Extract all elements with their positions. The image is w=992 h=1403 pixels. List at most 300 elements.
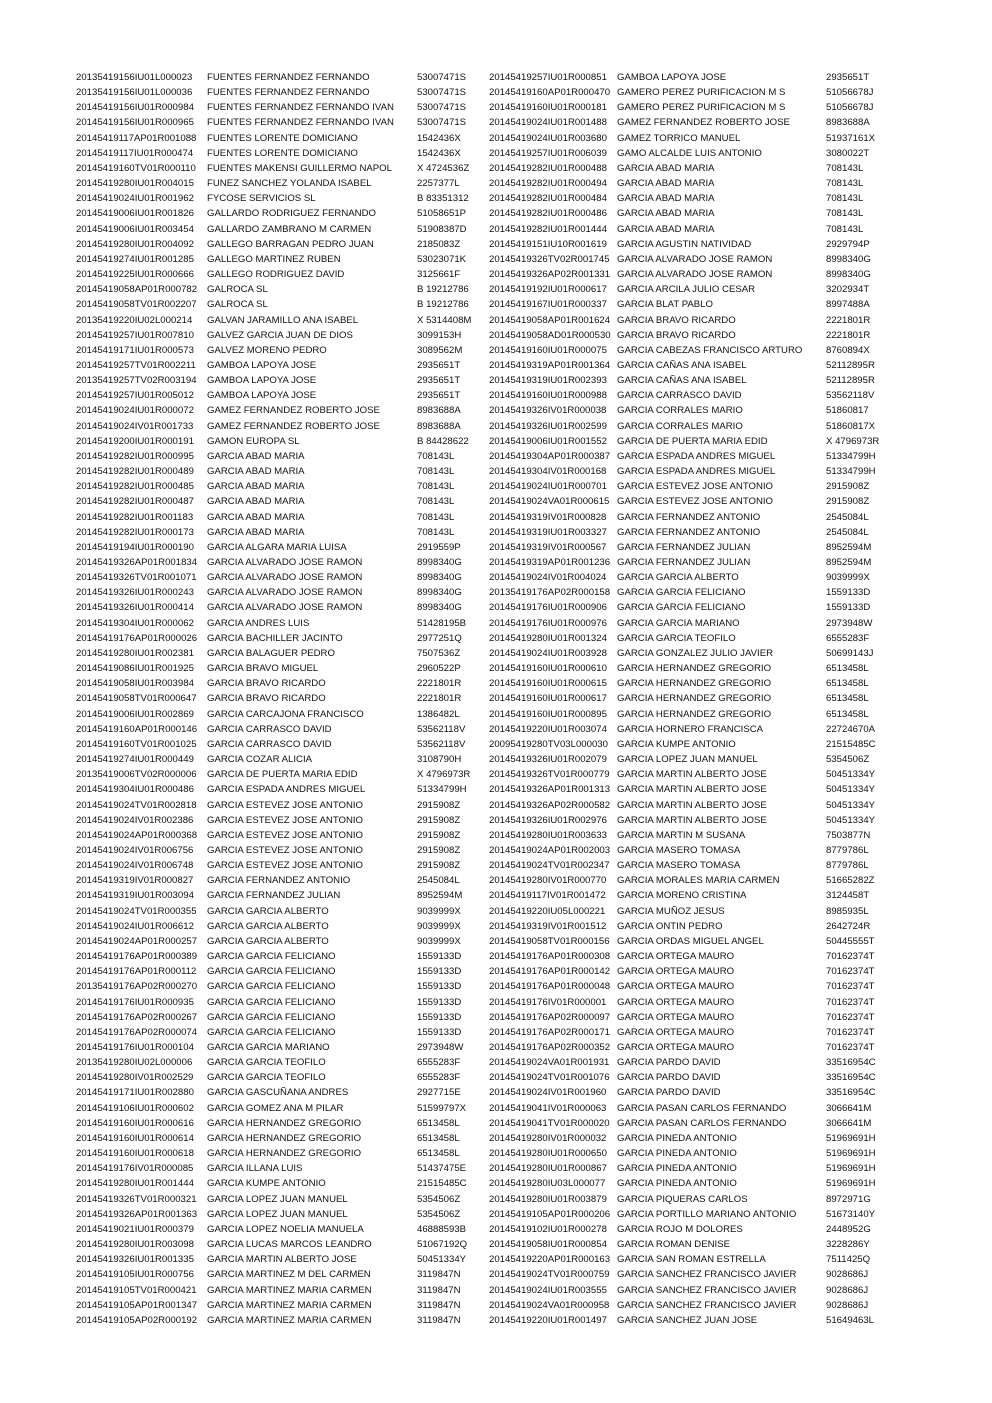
holder-name: GARCIA ESPADA ANDRES MIGUEL <box>617 466 776 478</box>
expedient-number: 20145419176AP02R000267 <box>76 1011 198 1023</box>
document-id: 9039999X <box>417 935 461 947</box>
holder-name: GARCIA MUÑOZ JESUS <box>617 905 725 917</box>
expedient-number: 20145419326IU01R000414 <box>76 602 194 614</box>
document-id: 9028686J <box>826 1299 869 1311</box>
expedient-number: 20145419326TV01R000321 <box>76 1193 197 1205</box>
expedient-number: 20145419326IU01R000243 <box>76 587 194 599</box>
document-id: 9039999X <box>417 920 461 932</box>
expedient-number: 20135419176AP02R000158 <box>489 587 611 599</box>
document-id: 70162374T <box>826 1042 875 1053</box>
document-id: 6513458L <box>417 1148 460 1160</box>
holder-name: GARCIA GARCIA ALBERTO <box>207 935 329 947</box>
expedient-number: 20145419326TV02R001745 <box>489 253 610 265</box>
expedient-number: 20145419304AP01R000387 <box>489 450 611 462</box>
expedient-number: 20145419176AP02R000097 <box>489 1011 611 1023</box>
expedient-number: 20145419176AP02R000074 <box>76 1026 198 1038</box>
expedient-number: 20145419151IU10R001619 <box>489 238 607 250</box>
expedient-number: 20145419024TV01R002347 <box>489 860 610 872</box>
document-id: 5354506Z <box>826 754 870 766</box>
expedient-number: 20145419282IU01R000486 <box>489 208 607 220</box>
holder-name: GALVEZ MORENO PEDRO <box>207 344 327 356</box>
document-id: 7503877N <box>826 829 871 841</box>
document-id: 8997488A <box>826 299 870 311</box>
document-id: 53007471S <box>417 102 467 114</box>
holder-name: FUNEZ SANCHEZ YOLANDA ISABEL <box>207 178 372 190</box>
holder-name: GARCIA KUMPE ANTONIO <box>617 738 736 750</box>
expedient-number: 20145419282IU01R000485 <box>76 481 194 493</box>
document-id: 3124458T <box>826 890 870 902</box>
expedient-number: 20145419176AP01R000048 <box>489 981 611 993</box>
document-id: 2973948W <box>417 1042 464 1053</box>
document-id: 8760894X <box>826 344 870 356</box>
document-id: 1559133D <box>417 966 462 978</box>
expedient-number: 20145419282IU01R001183 <box>76 511 194 523</box>
document-id: 53023071K <box>417 253 467 265</box>
holder-name: FUENTES FERNANDEZ FERNANDO IVAN <box>207 117 394 129</box>
document-id: 3080022T <box>826 147 870 159</box>
expedient-number: 20145419319IV01R000567 <box>489 541 607 553</box>
holder-name: GALVAN JARAMILLO ANA ISABEL <box>207 314 359 326</box>
document-id: 2545084L <box>417 875 460 887</box>
document-id: 708143L <box>826 162 864 174</box>
expedient-number: 20145419176IU01R000976 <box>489 617 607 629</box>
expedient-number: 20145419058TV01R002207 <box>76 299 197 311</box>
holder-name: GAMBOA LAPOYA JOSE <box>617 72 727 83</box>
document-id: 50451334Y <box>826 769 876 781</box>
holder-name: GARCIA BRAVO RICARDO <box>207 693 326 705</box>
document-id: 3119847N <box>417 1314 461 1326</box>
document-id: 708143L <box>826 223 864 235</box>
document-id: 6513458L <box>417 1117 460 1129</box>
document-id: B 19212786 <box>417 284 469 296</box>
document-id: 708143L <box>417 481 455 493</box>
document-id: 8972971G <box>826 1193 871 1205</box>
expedient-number: 20145419105AP02R000192 <box>76 1314 198 1326</box>
document-id: 3099153H <box>417 329 462 341</box>
holder-name: GARCIA BACHILLER JACINTO <box>207 632 343 644</box>
document-id: 2221801R <box>826 314 871 326</box>
holder-name: GARCIA GARCIA MARIANO <box>617 617 740 629</box>
expedient-number: 20145419058AP01R000782 <box>76 284 198 296</box>
expedient-number: 20145419160IU01R000988 <box>489 390 607 402</box>
expedient-number: 20135419006TV02R000006 <box>76 769 197 781</box>
holder-name: GARCIA BALAGUER PEDRO <box>207 647 335 659</box>
expedient-number: 20145419326IU01R002976 <box>489 814 607 826</box>
expedient-number: 20145419280IV01R000770 <box>489 875 607 887</box>
document-id: 2960522P <box>417 663 461 675</box>
expedient-number: 20095419280TV03L000030 <box>489 738 608 750</box>
holder-name: FUENTES FERNANDEZ FERNANDO IVAN <box>207 102 394 114</box>
expedient-number: 20145419176AP01R000112 <box>76 966 197 978</box>
document-id: 8998340G <box>417 572 462 584</box>
document-id: 51067192Q <box>417 1239 468 1251</box>
expedient-number: 20145419024IU01R003680 <box>489 132 607 144</box>
expedient-number: 20145419024IV01R006756 <box>76 844 194 856</box>
holder-name: FUENTES FERNANDEZ FERNANDO <box>207 87 370 99</box>
holder-name: GARCIA CARRASCO DAVID <box>617 390 742 402</box>
holder-name: GARCIA MARTIN ALBERTO JOSE <box>617 769 767 781</box>
holder-name: GARCIA ALVARADO JOSE RAMON <box>617 269 773 281</box>
holder-name: GARCIA ABAD MARIA <box>617 178 715 190</box>
expedient-number: 20145419176IV01R000085 <box>76 1163 194 1175</box>
expedient-number: 20145419280IU01R000867 <box>489 1163 607 1175</box>
expedient-number: 20145419024TV01R002818 <box>76 799 197 811</box>
holder-name: GARCIA PINEDA ANTONIO <box>617 1148 737 1160</box>
holder-name: GAMBOA LAPOYA JOSE <box>207 390 317 402</box>
expedient-number: 20145419319IU01R003327 <box>489 526 607 538</box>
document-id: 2977251Q <box>417 632 462 644</box>
document-id: 51860817 <box>826 405 869 417</box>
document-id: 51969691H <box>826 1148 876 1160</box>
document-id: 1559133D <box>417 951 462 963</box>
expedient-number: 20135419257TV02R003194 <box>76 375 197 387</box>
holder-name: GARCIA GARCIA FELICIANO <box>617 587 746 599</box>
document-id: 8983688A <box>417 420 461 432</box>
holder-name: GARCIA ESTEVEZ JOSE ANTONIO <box>617 481 774 493</box>
holder-name: GALLEGO MARTINEZ RUBEN <box>207 253 341 265</box>
expedient-number: 20145419024AP01R002003 <box>489 844 611 856</box>
holder-name: GARCIA GARCIA TEOFILO <box>207 1072 326 1084</box>
holder-name: FUENTES MAKENSI GUILLERMO NAPOL <box>207 162 392 174</box>
document-id: 51334799H <box>826 450 876 462</box>
expedient-number: 20145419160IU01R000075 <box>489 344 607 356</box>
expedient-number: 20145419167IU01R000337 <box>489 299 607 311</box>
expedient-number: 20145419024IV01R001960 <box>489 1087 607 1099</box>
document-id: 53007471S <box>417 117 467 129</box>
document-id: 2919559P <box>417 541 461 553</box>
holder-name: GAMEZ FERNANDEZ ROBERTO JOSE <box>207 420 380 432</box>
holder-name: GARCIA MARTIN ALBERTO JOSE <box>617 814 767 826</box>
holder-name: GARCIA ESTEVEZ JOSE ANTONIO <box>207 844 364 856</box>
expedient-number: 20145419304IU01R000486 <box>76 784 194 796</box>
document-id: 52112895R <box>826 359 875 371</box>
expedient-number: 20145419021IU01R000379 <box>76 1223 194 1235</box>
document-id: 51056678J <box>826 102 874 114</box>
holder-name: GARCIA ABAD MARIA <box>207 511 305 523</box>
expedient-number: 20145419176IU01R000104 <box>76 1042 194 1053</box>
expedient-number: 20145419156IU01R000984 <box>76 102 194 114</box>
document-id: 8952594M <box>417 890 463 902</box>
holder-name: GARCIA ORDAS MIGUEL ANGEL <box>617 935 764 947</box>
expedient-number: 20145419024IU01R000701 <box>489 481 607 493</box>
expedient-number: 20145419105IU01R000756 <box>76 1269 194 1281</box>
holder-name: GARCIA ESPADA ANDRES MIGUEL <box>617 450 776 462</box>
document-id: 51969691H <box>826 1132 876 1144</box>
holder-name: GARCIA HERNANDEZ GREGORIO <box>207 1132 362 1144</box>
expedient-number: 20145419282IU01R001444 <box>489 223 607 235</box>
document-id: 70162374T <box>826 966 875 978</box>
expedient-number: 20145419176AP02R000352 <box>489 1042 611 1053</box>
holder-name: GARCIA GOMEZ ANA M PILAR <box>207 1102 344 1114</box>
expedient-number: 20145419176AP01R000389 <box>76 951 198 963</box>
expedient-number: 20135419220IU02L000214 <box>76 314 193 326</box>
expedient-number: 20145419176IU01R000906 <box>489 602 607 614</box>
document-id: 2257377L <box>417 178 460 190</box>
holder-name: GARCIA GARCIA ALBERTO <box>617 572 739 584</box>
holder-name: GARCIA AGUSTIN NATIVIDAD <box>617 238 752 250</box>
holder-name: GARCIA CARCAJONA FRANCISCO <box>207 708 364 720</box>
holder-name: GARCIA FERNANDEZ JULIAN <box>207 890 341 902</box>
document-id: 51969691H <box>826 1178 876 1190</box>
document-id: 46888593B <box>417 1223 467 1235</box>
document-id: 2915908Z <box>417 799 461 811</box>
document-id: 21515485C <box>417 1178 467 1190</box>
holder-name: GARCIA SANCHEZ FRANCISCO JAVIER <box>617 1269 797 1281</box>
holder-name: GARCIA ALGARA MARIA LUISA <box>207 541 347 553</box>
holder-name: GARCIA ALVARADO JOSE RAMON <box>617 253 773 265</box>
document-id: 2221801R <box>417 693 462 705</box>
document-id: 6513458L <box>826 678 869 690</box>
document-id: B 83351312 <box>417 193 469 205</box>
expedient-number: 20145419171IU01R002880 <box>76 1087 194 1099</box>
holder-name: GALLARDO ZAMBRANO M CARMEN <box>207 223 372 235</box>
document-id: 51673140Y <box>826 1208 876 1220</box>
document-id: 7507536Z <box>417 647 461 659</box>
expedient-number: 20145419280IU01R003633 <box>489 829 607 841</box>
document-id: 3066641M <box>826 1117 872 1129</box>
expedient-number: 20145419024VA01R000615 <box>489 496 610 508</box>
document-id: 2915908Z <box>417 860 461 872</box>
expedient-number: 20145419220IU05L000221 <box>489 905 606 917</box>
holder-name: GARCIA ABAD MARIA <box>617 162 715 174</box>
holder-name: FYCOSE SERVICIOS SL <box>207 193 316 205</box>
document-id: 1559133D <box>417 1026 462 1038</box>
holder-name: GARCIA SANCHEZ FRANCISCO JAVIER <box>617 1284 797 1296</box>
expedient-number: 20145419024VA01R000958 <box>489 1299 610 1311</box>
expedient-number: 20145419280IU01R000650 <box>489 1148 607 1160</box>
holder-name: GARCIA ESTEVEZ JOSE ANTONIO <box>207 829 364 841</box>
holder-name: GARCIA BRAVO MIGUEL <box>207 663 319 675</box>
holder-name: GARCIA CARRASCO DAVID <box>207 738 332 750</box>
holder-name: GARCIA GARCIA FELICIANO <box>207 951 336 963</box>
holder-name: GARCIA MASERO TOMASA <box>617 860 741 872</box>
document-id: 2915908Z <box>417 829 461 841</box>
document-id: 8998340G <box>417 557 462 568</box>
expedient-number: 20145419024TV01R001076 <box>489 1072 610 1084</box>
holder-name: GARCIA HERNANDEZ GREGORIO <box>617 693 772 705</box>
holder-name: GARCIA PINEDA ANTONIO <box>617 1132 737 1144</box>
expedient-number: 20145419326IV01R000038 <box>489 405 607 417</box>
document-id: B 19212786 <box>417 299 469 311</box>
expedient-number: 20145419024IU01R000072 <box>76 405 194 417</box>
holder-name: GARCIA GARCIA ALBERTO <box>207 920 329 932</box>
document-id: 8779786L <box>826 844 869 856</box>
document-id: 2973948W <box>826 617 873 629</box>
holder-name: GARCIA DE PUERTA MARIA EDID <box>617 435 768 447</box>
expedient-number: 20145419006IU01R001826 <box>76 208 194 220</box>
document-id: 708143L <box>417 496 455 508</box>
document-id: 2935651T <box>417 390 461 402</box>
expedient-number: 20145419220AP01R000163 <box>489 1254 611 1266</box>
expedient-number: 20145419171IU01R000573 <box>76 344 194 356</box>
holder-name: GARCIA HERNANDEZ GREGORIO <box>617 708 772 720</box>
expedient-number: 20145419024VA01R001931 <box>489 1057 610 1069</box>
document-id: 33516954C <box>826 1072 876 1084</box>
holder-name: GARCIA GARCIA FELICIANO <box>207 981 336 993</box>
document-id: 3119847N <box>417 1269 461 1281</box>
holder-name: GARCIA ESPADA ANDRES MIGUEL <box>207 784 366 796</box>
expedient-number: 20145419176IV01R000001 <box>489 996 607 1008</box>
holder-name: GARCIA LOPEZ JUAN MANUEL <box>207 1193 348 1205</box>
holder-name: GARCIA BRAVO RICARDO <box>207 678 326 690</box>
expedient-number: 20145419024AP01R000368 <box>76 829 198 841</box>
document-id: 51860817X <box>826 420 876 432</box>
document-id: 50451334Y <box>417 1254 467 1266</box>
holder-name: GARCIA GARCIA FELICIANO <box>207 966 336 978</box>
expedient-number: 20145419326IU01R002599 <box>489 420 607 432</box>
document-id: 70162374T <box>826 1026 875 1038</box>
expedient-number: 20145419160IU01R000895 <box>489 708 607 720</box>
expedient-number: 20145419058TV01R000647 <box>76 693 197 705</box>
document-id: 708143L <box>417 450 455 462</box>
holder-name: GARCIA CORRALES MARIO <box>617 420 743 432</box>
holder-name: GARCIA PINEDA ANTONIO <box>617 1163 737 1175</box>
document-id: 53007471S <box>417 87 467 99</box>
holder-name: GARCIA FERNANDEZ JULIAN <box>617 557 751 568</box>
document-id: 70162374T <box>826 951 875 963</box>
holder-name: GARCIA ILLANA LUIS <box>207 1163 303 1175</box>
expedient-number: 20145419280IU01R002381 <box>76 647 194 659</box>
expedient-number: 20145419156IU01R000965 <box>76 117 194 129</box>
expedient-number: 20135419280IU02L000006 <box>76 1057 193 1069</box>
document-id: 2935651T <box>826 72 870 83</box>
document-id: 1542436X <box>417 147 461 159</box>
document-id: 2915908Z <box>826 496 870 508</box>
document-id: 1386482L <box>417 708 460 720</box>
document-id: 8952594M <box>826 557 872 568</box>
document-id: 70162374T <box>826 981 875 993</box>
expedient-number: 20145419220IU01R003074 <box>489 723 607 735</box>
holder-name: GARCIA ABAD MARIA <box>207 450 305 462</box>
holder-name: GARCIA PORTILLO MARIANO ANTONIO <box>617 1208 797 1220</box>
expedient-number: 20135419176AP02R000270 <box>76 981 198 993</box>
document-id: 2915908Z <box>417 844 461 856</box>
expedient-number: 20145419086IU01R001925 <box>76 663 194 675</box>
document-id: 2927715E <box>417 1087 461 1099</box>
holder-name: GARCIA MARTIN M SUSANA <box>617 829 746 841</box>
document-id: 51665282Z <box>826 875 875 887</box>
holder-name: GARCIA FERNANDEZ ANTONIO <box>617 526 761 538</box>
document-id: 51437475E <box>417 1163 467 1175</box>
holder-name: GALVEZ GARCIA JUAN DE DIOS <box>207 329 353 341</box>
document-id: 51599797X <box>417 1102 467 1114</box>
document-id: 8998340G <box>417 587 462 599</box>
document-id: 1559133D <box>417 981 462 993</box>
expedient-number: 20145419220IU01R001497 <box>489 1314 607 1326</box>
document-id: 2642724R <box>826 920 871 932</box>
expedient-number: 20145419304IU01R000062 <box>76 617 194 629</box>
expedient-number: 20145419024IU01R006612 <box>76 920 194 932</box>
document-id: 3119847N <box>417 1299 461 1311</box>
expedient-number: 20145419160IU01R000615 <box>489 678 607 690</box>
document-id: 33516954C <box>826 1087 876 1099</box>
expedient-number: 20145419102IU01R000278 <box>489 1223 607 1235</box>
document-id: 2915908Z <box>417 814 461 826</box>
holder-name: GARCIA HERNANDEZ GREGORIO <box>207 1117 362 1129</box>
holder-name: GARCIA GARCIA MARIANO <box>207 1042 330 1053</box>
expedient-number: 20145419006IU01R001552 <box>489 435 607 447</box>
expedient-number: 20145419257IU01R006039 <box>489 147 607 159</box>
holder-name: GAMEZ TORRICO MANUEL <box>617 132 741 144</box>
holder-name: GARCIA LOPEZ JUAN MANUEL <box>617 754 758 766</box>
document-id: 51058651P <box>417 208 467 220</box>
holder-name: GARCIA ONTIN PEDRO <box>617 920 723 932</box>
holder-name: GARCIA PARDO DAVID <box>617 1087 721 1099</box>
expedient-number: 20145419160IU01R000617 <box>489 693 607 705</box>
expedient-number: 20145419117IV01R001472 <box>489 890 606 902</box>
holder-name: GARCIA MORENO CRISTINA <box>617 890 747 902</box>
document-id: 50445555T <box>826 935 875 947</box>
holder-name: GARCIA MARTINEZ MARIA CARMEN <box>207 1284 372 1296</box>
holder-name: GARCIA GONZALEZ JULIO JAVIER <box>617 647 774 659</box>
expedient-number: 20145419041IV01R000063 <box>489 1102 607 1114</box>
holder-name: GARCIA BRAVO RICARDO <box>617 314 736 326</box>
document-id: 7511425Q <box>826 1254 871 1266</box>
expedient-number: 20145419058IU01R000854 <box>489 1239 607 1251</box>
holder-name: GARCIA GARCIA ALBERTO <box>207 905 329 917</box>
document-id: 2935651T <box>417 359 461 371</box>
document-id: 9028686J <box>826 1284 869 1296</box>
expedient-number: 20145419225IU01R000666 <box>76 269 194 281</box>
expedient-number: 20145419024IV01R002386 <box>76 814 194 826</box>
expedient-number: 20145419058TV01R000156 <box>489 935 610 947</box>
expedient-number: 20135419156IU01L000036 <box>76 87 193 99</box>
document-id: 6555283F <box>417 1072 461 1084</box>
holder-name: FUENTES LORENTE DOMICIANO <box>207 147 358 159</box>
expedient-number: 20145419274IU01R001285 <box>76 253 194 265</box>
expedient-number: 20145419176AP02R000171 <box>489 1026 611 1038</box>
holder-name: GARCIA CAÑAS ANA ISABEL <box>617 375 747 387</box>
document-id: 3066641M <box>826 1102 872 1114</box>
holder-name: GARCIA DE PUERTA MARIA EDID <box>207 769 358 781</box>
expedient-number: 20145419160AP01R000146 <box>76 723 198 735</box>
document-id: 70162374T <box>826 996 875 1008</box>
holder-name: GARCIA CARRASCO DAVID <box>207 723 332 735</box>
holder-name: GARCIA SAN ROMAN ESTRELLA <box>617 1254 766 1266</box>
document-id: 3119847N <box>417 1284 461 1296</box>
expedient-number: 20145419176IU01R000935 <box>76 996 194 1008</box>
holder-name: GARCIA ABAD MARIA <box>207 466 305 478</box>
holder-name: GARCIA ORTEGA MAURO <box>617 1011 735 1023</box>
document-id: 6555283F <box>417 1057 461 1069</box>
document-id: 51334799H <box>417 784 467 796</box>
holder-name: GARCIA ORTEGA MAURO <box>617 1026 735 1038</box>
expedient-number: 20145419058AD01R000530 <box>489 329 611 341</box>
holder-name: GARCIA BLAT PABLO <box>617 299 713 311</box>
holder-name: GARCIA ALVARADO JOSE RAMON <box>207 572 363 584</box>
holder-name: GARCIA ROJO M DOLORES <box>617 1223 743 1235</box>
expedient-number: 20145419024IU01R003555 <box>489 1284 607 1296</box>
expedient-number: 20145419326TV01R001071 <box>76 572 197 584</box>
holder-name: GARCIA FERNANDEZ ANTONIO <box>207 875 351 887</box>
document-id: 6513458L <box>826 708 869 720</box>
document-id: 8998340G <box>417 602 462 614</box>
document-id: 9039999X <box>826 572 870 584</box>
holder-name: GARCIA MASERO TOMASA <box>617 844 741 856</box>
document-id: 50451334Y <box>826 784 876 796</box>
holder-name: GARCIA ORTEGA MAURO <box>617 966 735 978</box>
holder-name: GARCIA LOPEZ JUAN MANUEL <box>207 1208 348 1220</box>
expedient-number: 20145419176AP01R000026 <box>76 632 198 644</box>
document-id: 70162374T <box>826 1011 875 1023</box>
expedient-number: 20145419006IU01R003454 <box>76 223 194 235</box>
document-id: 8983688A <box>417 405 461 417</box>
holder-name: GARCIA ALVARADO JOSE RAMON <box>207 587 363 599</box>
holder-name: GARCIA MARTINEZ M DEL CARMEN <box>207 1269 371 1281</box>
document-id: 9039999X <box>417 905 461 917</box>
expedient-number: 20145419280IU01R004015 <box>76 178 194 190</box>
expedient-number: 20145419160IU01R000614 <box>76 1132 194 1144</box>
